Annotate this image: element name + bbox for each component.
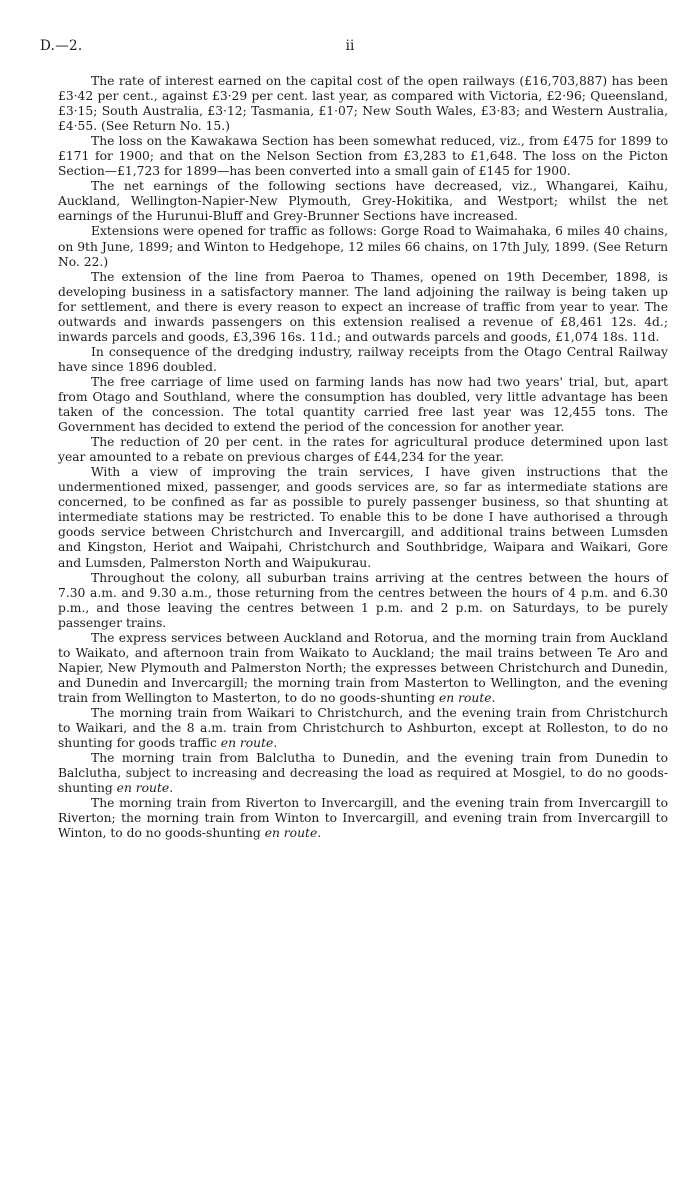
paragraph-text: The morning train from Riverton to Invercargill, and the evening train from Invercargill to Riverton; the morning train from Winton to Invercargill, and evening train from Invercargill to Winton, to do no goods-shunting — [58, 796, 668, 841]
paragraph-text: Extensions were opened for traffic as follows: Gorge Road to Waimahaka, 6 miles 40 chains, on 9th June, 1899; and Winton to Hedgehope, 12 miles 66 chains, on 17th July, 1899. (See Return No. 22.) — [58, 224, 668, 269]
paragraph-agricultural-rates — [58, 435, 668, 465]
document-body — [58, 74, 668, 841]
paragraph-text: The reduction of 20 per cent. in the rates for agricultural produce determined upon last year amounted to a rebate on previous charges of £44,234 for the year. — [58, 435, 668, 465]
paragraph-extensions — [58, 224, 668, 269]
paragraph-italic: en route. — [264, 826, 322, 841]
document-reference: D.—2. — [40, 38, 83, 54]
paragraph-italic: en route. — [439, 690, 496, 705]
page-number: ii — [345, 38, 355, 54]
paragraph-waikari-christchurch — [58, 706, 668, 751]
paragraph-text: The express services between Auckland and Rotorua, and the morning train from Auckland to Waikato, and afternoon train from Waikato to Auckland; the mail trains between Te Aro and Napier, New Plymouth and Palmerston North; the expresses between Christchurch and Dunedin, and Dunedin and Invercargill; the morning train from Masterton to Wellington, and the evening train from Wellington to Masterton, to do no goods-shunting — [58, 630, 668, 705]
paragraph-italic: en route. — [116, 781, 174, 796]
paragraph-text: The loss on the Kawakawa Section has been somewhat reduced, viz., from £475 for 1899 to £171 for 1900; and that on the Nelson Section from £3,283 to £1,648. The loss on the Picton Section—£1,723 for 1899—has been converted into a small gain of £145 for 1900. — [58, 134, 668, 179]
paragraph-train-services — [58, 465, 668, 570]
paragraph-text: The rate of interest earned on the capital cost of the open railways (£16,703,887) has been £3·42 per cent., against £3·29 per cent. last year, as compared with Victoria, £2·96; Queensland, £3·15; South Australia, £3·12; Tasmania, £1·07; New South Wales, £3·83; and Western Australia, £4·55. (See Return No. 15.) — [58, 74, 668, 134]
paragraph-text: The morning train from Waikari to Christchurch, and the evening train from Christchurch to Waikari, and the 8 a.m. train from Christchurch to Ashburton, except at Rolleston, to do no shunting for goods traffic — [58, 705, 668, 751]
paragraph-text: The net earnings of the following sections have decreased, viz., Whangarei, Kaihu, Auckland, Wellington-Napier-New Plymouth, Grey-Hokitika, and Westport; whilst the net earnings of the Hurunui-Bluff and Grey-Brunner Sections have increased. — [58, 179, 668, 224]
paragraph-text: The free carriage of lime used on farming lands has now had two years' trial, but, apart from Otago and Southland, where the consumption has doubled, very little advantage has been taken of the concession. The total quantity carried free last year was 12,455 tons. The Government has decided to extend the period of the concession for another year. — [58, 374, 668, 435]
paragraph-text: The extension of the line from Paeroa to Thames, opened on 19th December, 1898, is developing business in a satisfactory manner. The land adjoining the railway is being taken up for settlement, and there is every reason to expect an increase of traffic from year to year. The outwards and inwards passengers on this extension realised a revenue of £8,461 12s. 4d.; inwards parcels and goods, £3,396 16s. 11d.; and outwards parcels and goods, £1,074 18s. 11d. — [58, 269, 668, 344]
paragraph-text: The morning train from Balclutha to Dunedin, and the evening train from Dunedin to Balclutha, subject to increasing and decreasing the load as required at Mosgiel, to do no goods-shunting — [58, 751, 668, 796]
paragraph-net-earnings — [58, 179, 668, 224]
paragraph-interest-rates — [58, 74, 668, 134]
paragraph-suburban-trains — [58, 571, 668, 631]
paragraph-paeroa-thames — [58, 270, 668, 345]
paragraph-section-losses — [58, 134, 668, 179]
page-header — [40, 38, 660, 60]
paragraph-balclutha-dunedin — [58, 751, 668, 796]
paragraph-text: With a view of improving the train services, I have given instructions that the undermentioned mixed, passenger, and goods services are, so far as intermediate stations are concerned, to be confined as far as possible to purely passenger business, so that shunting at intermediate stations may be restricted. To enable this to be done I have authorised a through goods service between Christchurch and Invercargill, and additional trains between Lumsden and Kingston, Heriot and Waipahi, Christchurch and Southbridge, Waipara and Waikari, Gore and Lumsden, Palmerston North and Waipukurau. — [58, 465, 668, 570]
paragraph-riverton-invercargill — [58, 796, 668, 841]
paragraph-italic: en route. — [220, 736, 278, 751]
paragraph-express-services — [58, 631, 668, 706]
paragraph-lime-carriage — [58, 375, 668, 435]
paragraph-text: Throughout the colony, all suburban trains arriving at the centres between the hours of 7.30 a.m. and 9.30 a.m., those returning from the centres between the hours of 4 p.m. and 6.30 p.m., and those leaving the centres between 1 p.m. and 2 p.m. on Saturdays, to be purely passenger trains. — [58, 570, 668, 630]
paragraph-text: In consequence of the dredging industry, railway receipts from the Otago Central Railway have since 1896 doubled. — [58, 344, 668, 374]
paragraph-otago-central — [58, 345, 668, 375]
